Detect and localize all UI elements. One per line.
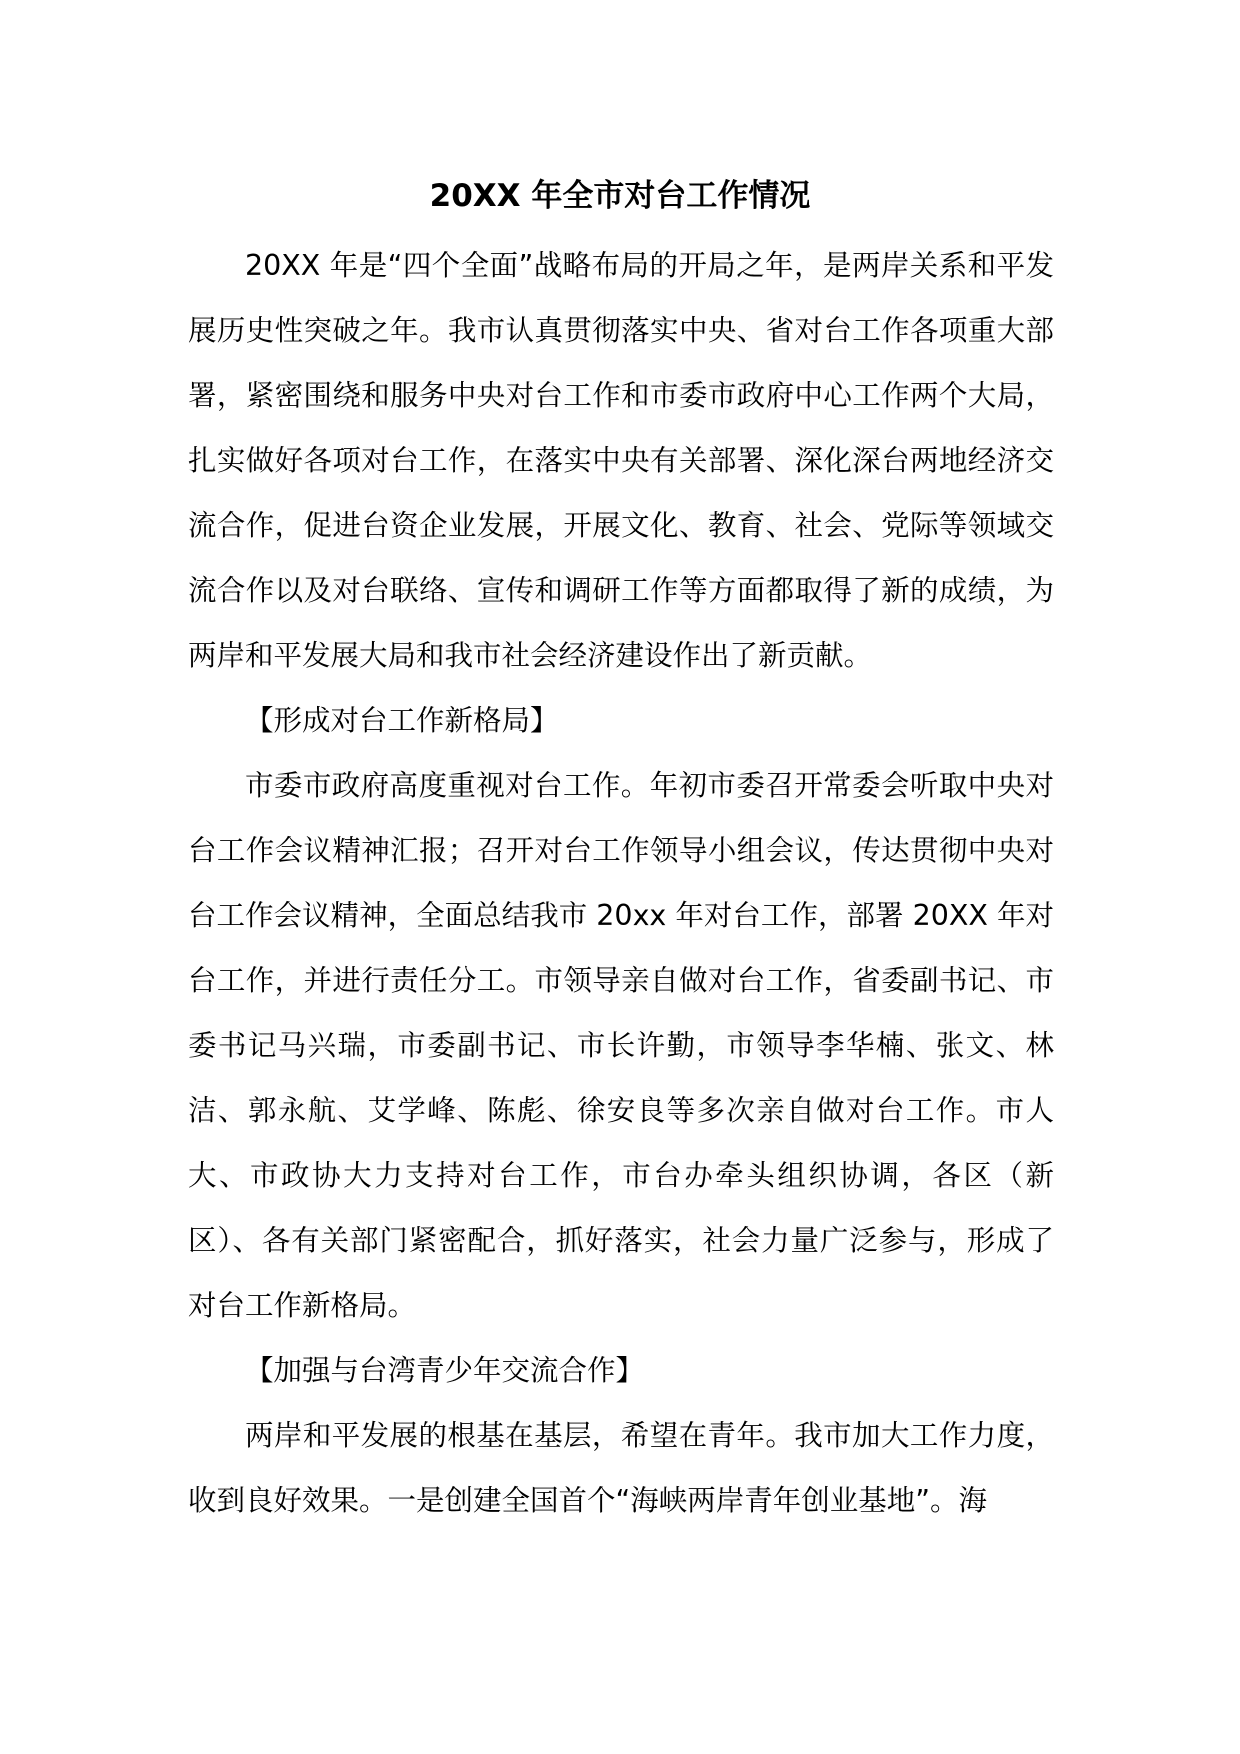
document-body — [188, 233, 1054, 1533]
section-heading-youth-exchange: 【加强与台湾青少年交流合作】 — [245, 1354, 645, 1387]
paragraph-intro: 20XX 年是“四个全面”战略布局的开局之年，是两岸关系和平发展历史性突破之年。我市认真贯彻落实中央、省对台工作各项重大部署，紧密围绕和服务中央对台工作和市委市政府中心工作两个大局，扎实做好各项对台工作，在落实中央有关部署、深化深台两地经济交流合作，促进台资企业发展，开展文化、教育、社会、党际等领域交流合作以及对台联络、宣传和调研工作等方面都取得了新的成绩，为两岸和平发展大局和我市社会经济建设作出了新贡献。 — [188, 249, 1054, 672]
paragraph-youth-exchange: 两岸和平发展的根基在基层，希望在青年。我市加大工作力度，收到良好效果。一是创建全国首个“海峡两岸青年创业基地”。海 — [188, 1419, 1054, 1517]
document-title: 20XX 年全市对台工作情况 — [429, 178, 811, 214]
paragraph-new-pattern: 市委市政府高度重视对台工作。年初市委召开常委会听取中央对台工作会议精神汇报；召开对台工作领导小组会议，传达贯彻中央对台工作会议精神，全面总结我市 20xx 年对台工作，部署 20XX 年对台工作，并进行责任分工。市领导亲自做对台工作，省委副书记、市委书记马兴瑞，市委副书记、市长许勤，市领导李华楠、张文、林洁、郭永航、艾学峰、陈彪、徐安良等多次亲自做对台工作。市人大、市政协大力支持对台工作，市台办牵头组织协调，各区（新区）、各有关部门紧密配合，抓好落实，社会力量广泛参与，形成了对台工作新格局。 — [188, 769, 1054, 1322]
section-heading-new-pattern: 【形成对台工作新格局】 — [245, 704, 559, 737]
